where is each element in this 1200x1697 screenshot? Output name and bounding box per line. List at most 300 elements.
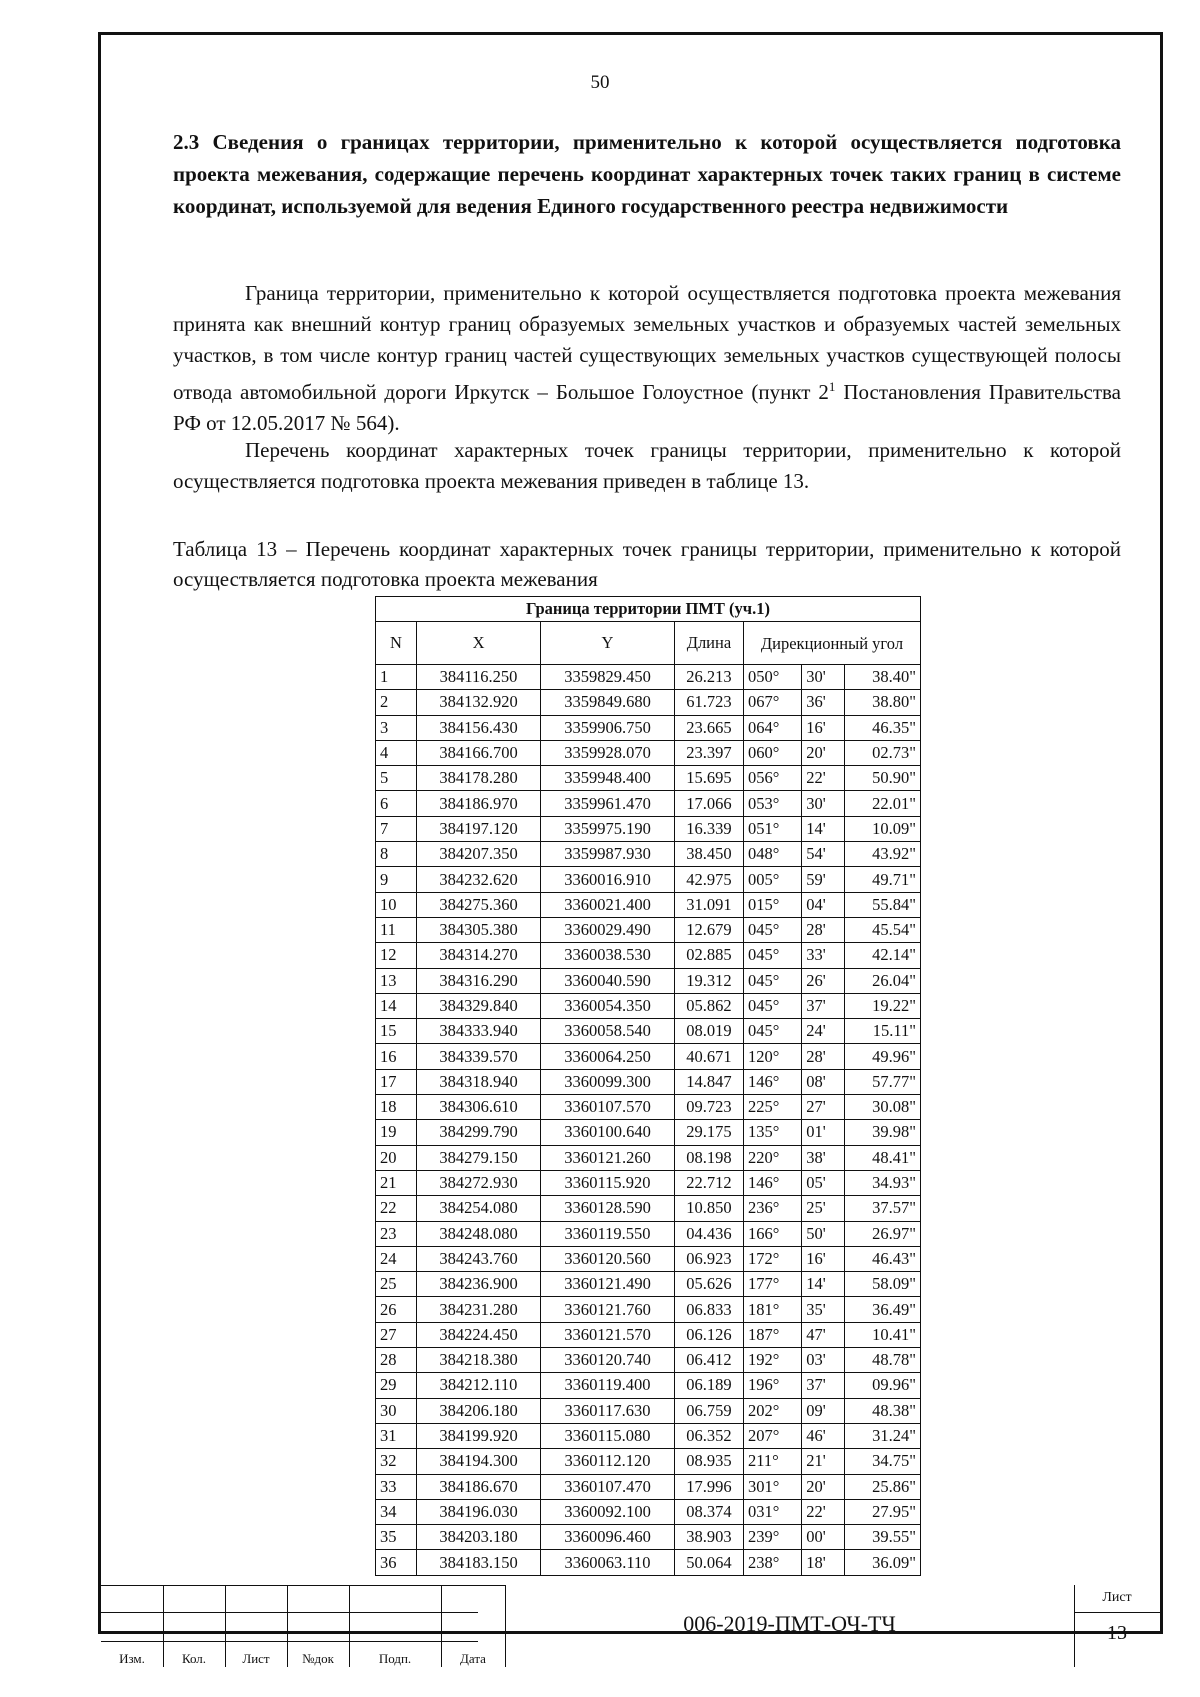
cell-y: 3360115.920 xyxy=(541,1170,675,1195)
cell-x: 384132.920 xyxy=(417,690,541,715)
cell-x: 384231.280 xyxy=(417,1297,541,1322)
cell-x: 384236.900 xyxy=(417,1272,541,1297)
table-row xyxy=(376,1221,921,1246)
table-row xyxy=(376,1297,921,1322)
cell-n: 22 xyxy=(376,1196,417,1221)
cell-y: 3360107.570 xyxy=(541,1095,675,1120)
cell-n: 21 xyxy=(376,1170,417,1195)
cell-length: 05.626 xyxy=(674,1272,743,1297)
cell-angle-min: 24' xyxy=(802,1019,845,1044)
cell-angle-min: 26' xyxy=(802,968,845,993)
cell-angle-sec: 42.14" xyxy=(845,943,921,968)
cell-x: 384194.300 xyxy=(417,1449,541,1474)
cell-x: 384333.940 xyxy=(417,1019,541,1044)
cell-angle-sec: 55.84" xyxy=(845,892,921,917)
cell-x: 384203.180 xyxy=(417,1525,541,1550)
cell-angle-deg: 196° xyxy=(743,1373,801,1398)
cell-n: 27 xyxy=(376,1322,417,1347)
page-number: 50 xyxy=(590,72,610,93)
cell-length: 02.885 xyxy=(674,943,743,968)
table-row xyxy=(376,867,921,892)
cell-n: 5 xyxy=(376,766,417,791)
cell-n: 23 xyxy=(376,1221,417,1246)
table-row xyxy=(376,665,921,690)
table-caption: Таблица 13 – Перечень координат характерных точек границы территории, применительно к которой осуществляется подготовка проекта межевания xyxy=(173,537,1121,591)
table-row xyxy=(376,1069,921,1094)
cell-angle-sec: 39.98" xyxy=(845,1120,921,1145)
cell-n: 36 xyxy=(376,1550,417,1575)
cell-angle-deg: 239° xyxy=(743,1525,801,1550)
cell-n: 14 xyxy=(376,993,417,1018)
cell-n: 31 xyxy=(376,1423,417,1448)
paragraph-text-continued: Постановления Правительства РФ от 12.05.2017 № 564). xyxy=(173,380,1122,435)
cell-x: 384116.250 xyxy=(417,665,541,690)
cell-y: 3360096.460 xyxy=(541,1525,675,1550)
table-row xyxy=(376,968,921,993)
cell-y: 3359928.070 xyxy=(541,740,675,765)
stamp-label-data: Дата xyxy=(460,1651,486,1666)
cell-angle-min: 16' xyxy=(802,1246,845,1271)
cell-angle-deg: 301° xyxy=(743,1474,801,1499)
cell-y: 3360120.740 xyxy=(541,1348,675,1373)
table-row xyxy=(376,1499,921,1524)
cell-angle-min: 50' xyxy=(802,1221,845,1246)
cell-n: 7 xyxy=(376,816,417,841)
cell-y: 3360099.300 xyxy=(541,1069,675,1094)
cell-angle-deg: 045° xyxy=(743,993,801,1018)
cell-x: 384339.570 xyxy=(417,1044,541,1069)
cell-angle-sec: 48.41" xyxy=(845,1145,921,1170)
cell-angle-sec: 50.90" xyxy=(845,766,921,791)
table-row xyxy=(376,1196,921,1221)
cell-angle-deg: 031° xyxy=(743,1499,801,1524)
cell-angle-sec: 38.80" xyxy=(845,690,921,715)
column-header-x: X xyxy=(417,622,541,665)
cell-angle-sec: 19.22" xyxy=(845,993,921,1018)
cell-angle-deg: 048° xyxy=(743,842,801,867)
cell-x: 384275.360 xyxy=(417,892,541,917)
cell-x: 384197.120 xyxy=(417,816,541,841)
cell-y: 3360100.640 xyxy=(541,1120,675,1145)
cell-angle-min: 22' xyxy=(802,766,845,791)
cell-n: 4 xyxy=(376,740,417,765)
cell-angle-deg: 187° xyxy=(743,1322,801,1347)
cell-n: 24 xyxy=(376,1246,417,1271)
cell-angle-deg: 064° xyxy=(743,715,801,740)
cell-y: 3360120.560 xyxy=(541,1246,675,1271)
cell-length: 04.436 xyxy=(674,1221,743,1246)
cell-y: 3360112.120 xyxy=(541,1449,675,1474)
table-row xyxy=(376,740,921,765)
cell-n: 1 xyxy=(376,665,417,690)
cell-angle-min: 28' xyxy=(802,1044,845,1069)
cell-angle-min: 59' xyxy=(802,867,845,892)
cell-angle-sec: 46.35" xyxy=(845,715,921,740)
cell-angle-min: 14' xyxy=(802,1272,845,1297)
cell-x: 384248.080 xyxy=(417,1221,541,1246)
column-header-length: Длина xyxy=(674,622,743,665)
cell-y: 3359906.750 xyxy=(541,715,675,740)
cell-y: 3360117.630 xyxy=(541,1398,675,1423)
table-row xyxy=(376,1095,921,1120)
table-row xyxy=(376,1246,921,1271)
cell-length: 06.412 xyxy=(674,1348,743,1373)
cell-angle-min: 35' xyxy=(802,1297,845,1322)
cell-n: 25 xyxy=(376,1272,417,1297)
stamp-label-kol: Кол. xyxy=(181,1651,207,1666)
cell-length: 29.175 xyxy=(674,1120,743,1145)
column-header-angle: Дирекционный угол xyxy=(743,622,920,665)
cell-y: 3360121.490 xyxy=(541,1272,675,1297)
cell-y: 3360058.540 xyxy=(541,1019,675,1044)
cell-y: 3360107.470 xyxy=(541,1474,675,1499)
cell-x: 384306.610 xyxy=(417,1095,541,1120)
cell-y: 3359987.930 xyxy=(541,842,675,867)
table-row xyxy=(376,1044,921,1069)
cell-angle-sec: 26.97" xyxy=(845,1221,921,1246)
cell-y: 3360119.400 xyxy=(541,1373,675,1398)
cell-angle-deg: 172° xyxy=(743,1246,801,1271)
cell-angle-min: 33' xyxy=(802,943,845,968)
sheet-number: 13 xyxy=(1107,1622,1127,1644)
cell-angle-deg: 005° xyxy=(743,867,801,892)
cell-angle-sec: 36.09" xyxy=(845,1550,921,1575)
cell-angle-sec: 57.77" xyxy=(845,1069,921,1094)
cell-n: 16 xyxy=(376,1044,417,1069)
cell-y: 3360029.490 xyxy=(541,917,675,942)
cell-length: 38.450 xyxy=(674,842,743,867)
table-row xyxy=(376,1272,921,1297)
sheet-label: Лист xyxy=(1102,1590,1132,1605)
cell-n: 28 xyxy=(376,1348,417,1373)
cell-angle-min: 37' xyxy=(802,1373,845,1398)
table-row xyxy=(376,1525,921,1550)
cell-length: 15.695 xyxy=(674,766,743,791)
coordinates-table xyxy=(375,596,921,1576)
cell-angle-min: 08' xyxy=(802,1069,845,1094)
cell-n: 32 xyxy=(376,1449,417,1474)
cell-angle-deg: 207° xyxy=(743,1423,801,1448)
cell-n: 9 xyxy=(376,867,417,892)
cell-angle-deg: 146° xyxy=(743,1170,801,1195)
cell-angle-deg: 220° xyxy=(743,1145,801,1170)
cell-angle-sec: 34.93" xyxy=(845,1170,921,1195)
cell-angle-deg: 120° xyxy=(743,1044,801,1069)
column-header-y: Y xyxy=(541,622,675,665)
cell-x: 384318.940 xyxy=(417,1069,541,1094)
cell-length: 17.066 xyxy=(674,791,743,816)
cell-length: 38.903 xyxy=(674,1525,743,1550)
cell-angle-min: 25' xyxy=(802,1196,845,1221)
column-header-n: N xyxy=(376,622,417,665)
cell-n: 26 xyxy=(376,1297,417,1322)
cell-y: 3360121.570 xyxy=(541,1322,675,1347)
cell-x: 384199.920 xyxy=(417,1423,541,1448)
cell-x: 384299.790 xyxy=(417,1120,541,1145)
table-row xyxy=(376,690,921,715)
cell-length: 08.935 xyxy=(674,1449,743,1474)
cell-x: 384212.110 xyxy=(417,1373,541,1398)
table-body xyxy=(376,665,921,1576)
table-row xyxy=(376,993,921,1018)
cell-angle-sec: 31.24" xyxy=(845,1423,921,1448)
cell-angle-deg: 045° xyxy=(743,1019,801,1044)
paragraph-text: Граница территории, применительно к которой осуществляется подготовка проекта межевания принята как внешний контур границ образуемых земельных участков и образуемых частей земельных участков, в том числе контур границ частей существующих земельных участков существующей полосы отвода автомобильной дороги Иркутск – Большое Голоустное (пункт 2 xyxy=(173,281,1121,404)
cell-angle-sec: 46.43" xyxy=(845,1246,921,1271)
cell-x: 384232.620 xyxy=(417,867,541,892)
cell-angle-sec: 09.96" xyxy=(845,1373,921,1398)
cell-n: 33 xyxy=(376,1474,417,1499)
cell-n: 20 xyxy=(376,1145,417,1170)
stamp-label-podp: Подп. xyxy=(378,1651,412,1666)
stamp-label-list: Лист xyxy=(242,1651,270,1666)
table-row xyxy=(376,1373,921,1398)
cell-angle-deg: 238° xyxy=(743,1550,801,1575)
footnote-superscript: 1 xyxy=(828,379,836,394)
cell-y: 3360063.110 xyxy=(541,1550,675,1575)
cell-y: 3360040.590 xyxy=(541,968,675,993)
cell-length: 19.312 xyxy=(674,968,743,993)
cell-angle-sec: 27.95" xyxy=(845,1499,921,1524)
cell-length: 09.723 xyxy=(674,1095,743,1120)
cell-angle-min: 38' xyxy=(802,1145,845,1170)
cell-x: 384183.150 xyxy=(417,1550,541,1575)
cell-length: 06.923 xyxy=(674,1246,743,1271)
cell-x: 384196.030 xyxy=(417,1499,541,1524)
cell-length: 22.712 xyxy=(674,1170,743,1195)
cell-angle-min: 21' xyxy=(802,1449,845,1474)
cell-angle-min: 54' xyxy=(802,842,845,867)
cell-x: 384186.670 xyxy=(417,1474,541,1499)
table-row xyxy=(376,1348,921,1373)
table-row xyxy=(376,892,921,917)
cell-angle-deg: 225° xyxy=(743,1095,801,1120)
cell-angle-deg: 177° xyxy=(743,1272,801,1297)
cell-length: 14.847 xyxy=(674,1069,743,1094)
cell-angle-min: 47' xyxy=(802,1322,845,1347)
paragraph-coordinates-list: Перечень координат характерных точек границы территории, применительно к которой осуществляется подготовка проекта межевания приведен в таблице 13. xyxy=(173,438,1121,493)
table-row xyxy=(376,1145,921,1170)
cell-length: 06.189 xyxy=(674,1373,743,1398)
cell-angle-min: 05' xyxy=(802,1170,845,1195)
cell-angle-deg: 056° xyxy=(743,766,801,791)
cell-angle-deg: 050° xyxy=(743,665,801,690)
cell-angle-deg: 166° xyxy=(743,1221,801,1246)
cell-angle-sec: 45.54" xyxy=(845,917,921,942)
cell-angle-min: 46' xyxy=(802,1423,845,1448)
table-row xyxy=(376,917,921,942)
cell-angle-min: 30' xyxy=(802,791,845,816)
cell-x: 384272.930 xyxy=(417,1170,541,1195)
cell-n: 10 xyxy=(376,892,417,917)
cell-length: 12.679 xyxy=(674,917,743,942)
cell-angle-sec: 58.09" xyxy=(845,1272,921,1297)
cell-y: 3360054.350 xyxy=(541,993,675,1018)
cell-angle-sec: 38.40" xyxy=(845,665,921,690)
cell-y: 3360121.760 xyxy=(541,1297,675,1322)
cell-angle-min: 18' xyxy=(802,1550,845,1575)
cell-n: 17 xyxy=(376,1069,417,1094)
cell-angle-min: 16' xyxy=(802,715,845,740)
cell-length: 26.213 xyxy=(674,665,743,690)
cell-length: 08.019 xyxy=(674,1019,743,1044)
table-row xyxy=(376,715,921,740)
title-block-top-line xyxy=(101,1585,505,1586)
cell-angle-deg: 045° xyxy=(743,968,801,993)
cell-angle-sec: 34.75" xyxy=(845,1449,921,1474)
cell-length: 23.665 xyxy=(674,715,743,740)
stamp-label-ndok: №док xyxy=(302,1651,334,1666)
cell-length: 06.126 xyxy=(674,1322,743,1347)
table-title: Граница территории ПМТ (уч.1) xyxy=(376,597,921,622)
cell-y: 3360121.260 xyxy=(541,1145,675,1170)
table-row xyxy=(376,816,921,841)
cell-angle-deg: 045° xyxy=(743,917,801,942)
table-row xyxy=(376,943,921,968)
cell-angle-deg: 146° xyxy=(743,1069,801,1094)
cell-length: 40.671 xyxy=(674,1044,743,1069)
cell-angle-deg: 045° xyxy=(743,943,801,968)
cell-angle-sec: 15.11" xyxy=(845,1019,921,1044)
cell-angle-sec: 10.41" xyxy=(845,1322,921,1347)
cell-angle-min: 28' xyxy=(802,917,845,942)
cell-angle-sec: 22.01" xyxy=(845,791,921,816)
cell-n: 3 xyxy=(376,715,417,740)
cell-x: 384243.760 xyxy=(417,1246,541,1271)
cell-angle-min: 37' xyxy=(802,993,845,1018)
cell-angle-min: 14' xyxy=(802,816,845,841)
cell-length: 16.339 xyxy=(674,816,743,841)
cell-length: 42.975 xyxy=(674,867,743,892)
cell-angle-min: 00' xyxy=(802,1525,845,1550)
cell-angle-deg: 236° xyxy=(743,1196,801,1221)
cell-x: 384305.380 xyxy=(417,917,541,942)
cell-y: 3360115.080 xyxy=(541,1423,675,1448)
cell-x: 384316.290 xyxy=(417,968,541,993)
cell-angle-min: 22' xyxy=(802,1499,845,1524)
table-row xyxy=(376,1423,921,1448)
cell-n: 29 xyxy=(376,1373,417,1398)
cell-length: 06.352 xyxy=(674,1423,743,1448)
table-row xyxy=(376,1322,921,1347)
table-row xyxy=(376,842,921,867)
cell-n: 13 xyxy=(376,968,417,993)
cell-x: 384178.280 xyxy=(417,766,541,791)
cell-y: 3360064.250 xyxy=(541,1044,675,1069)
cell-y: 3360119.550 xyxy=(541,1221,675,1246)
paragraph-boundary xyxy=(173,278,1121,439)
cell-angle-min: 09' xyxy=(802,1398,845,1423)
cell-angle-sec: 48.38" xyxy=(845,1398,921,1423)
cell-x: 384329.840 xyxy=(417,993,541,1018)
cell-angle-deg: 015° xyxy=(743,892,801,917)
cell-angle-min: 20' xyxy=(802,740,845,765)
cell-angle-deg: 135° xyxy=(743,1120,801,1145)
cell-y: 3359829.450 xyxy=(541,665,675,690)
stamp-label-izm: Изм. xyxy=(119,1651,145,1666)
table-row xyxy=(376,1170,921,1195)
cell-angle-deg: 192° xyxy=(743,1348,801,1373)
cell-x: 384254.080 xyxy=(417,1196,541,1221)
cell-angle-min: 20' xyxy=(802,1474,845,1499)
cell-angle-sec: 30.08" xyxy=(845,1095,921,1120)
table-row xyxy=(376,1449,921,1474)
cell-y: 3359975.190 xyxy=(541,816,675,841)
cell-length: 06.833 xyxy=(674,1297,743,1322)
cell-y: 3360128.590 xyxy=(541,1196,675,1221)
cell-y: 3360092.100 xyxy=(541,1499,675,1524)
section-heading: 2.3 Сведения о границах территории, применительно к которой осуществляется подготовка проекта межевания, содержащие перечень координат характерных точек таких границ в системе координат, используемой для ведения Единого государственного реестра недвижимости xyxy=(173,130,1121,218)
cell-n: 8 xyxy=(376,842,417,867)
cell-angle-deg: 053° xyxy=(743,791,801,816)
cell-x: 384218.380 xyxy=(417,1348,541,1373)
cell-length: 10.850 xyxy=(674,1196,743,1221)
cell-angle-min: 30' xyxy=(802,665,845,690)
cell-angle-min: 03' xyxy=(802,1348,845,1373)
cell-x: 384279.150 xyxy=(417,1145,541,1170)
table-row xyxy=(376,1120,921,1145)
cell-angle-min: 04' xyxy=(802,892,845,917)
cell-n: 35 xyxy=(376,1525,417,1550)
cell-angle-deg: 202° xyxy=(743,1398,801,1423)
cell-angle-sec: 02.73" xyxy=(845,740,921,765)
cell-n: 6 xyxy=(376,791,417,816)
cell-angle-sec: 10.09" xyxy=(845,816,921,841)
cell-length: 17.996 xyxy=(674,1474,743,1499)
cell-angle-sec: 49.71" xyxy=(845,867,921,892)
cell-y: 3360016.910 xyxy=(541,867,675,892)
cell-angle-sec: 36.49" xyxy=(845,1297,921,1322)
cell-n: 19 xyxy=(376,1120,417,1145)
cell-angle-min: 27' xyxy=(802,1095,845,1120)
cell-angle-deg: 060° xyxy=(743,740,801,765)
cell-angle-min: 01' xyxy=(802,1120,845,1145)
cell-angle-sec: 37.57" xyxy=(845,1196,921,1221)
table-row xyxy=(376,766,921,791)
cell-n: 11 xyxy=(376,917,417,942)
cell-x: 384314.270 xyxy=(417,943,541,968)
cell-length: 31.091 xyxy=(674,892,743,917)
cell-angle-deg: 051° xyxy=(743,816,801,841)
cell-angle-sec: 48.78" xyxy=(845,1348,921,1373)
cell-n: 15 xyxy=(376,1019,417,1044)
cell-x: 384207.350 xyxy=(417,842,541,867)
cell-length: 61.723 xyxy=(674,690,743,715)
cell-y: 3359948.400 xyxy=(541,766,675,791)
table-row xyxy=(376,1019,921,1044)
cell-angle-sec: 25.86" xyxy=(845,1474,921,1499)
cell-n: 2 xyxy=(376,690,417,715)
table-row xyxy=(376,791,921,816)
cell-angle-sec: 39.55" xyxy=(845,1525,921,1550)
cell-x: 384206.180 xyxy=(417,1398,541,1423)
cell-angle-min: 36' xyxy=(802,690,845,715)
cell-y: 3360021.400 xyxy=(541,892,675,917)
document-code: 006-2019-ПМТ-ОЧ-ТЧ xyxy=(683,1611,896,1636)
table-row xyxy=(376,1398,921,1423)
cell-length: 05.862 xyxy=(674,993,743,1018)
cell-angle-sec: 43.92" xyxy=(845,842,921,867)
cell-n: 34 xyxy=(376,1499,417,1524)
cell-length: 08.198 xyxy=(674,1145,743,1170)
cell-angle-deg: 211° xyxy=(743,1449,801,1474)
cell-x: 384186.970 xyxy=(417,791,541,816)
cell-angle-sec: 49.96" xyxy=(845,1044,921,1069)
cell-length: 08.374 xyxy=(674,1499,743,1524)
cell-angle-deg: 181° xyxy=(743,1297,801,1322)
cell-x: 384224.450 xyxy=(417,1322,541,1347)
cell-length: 50.064 xyxy=(674,1550,743,1575)
